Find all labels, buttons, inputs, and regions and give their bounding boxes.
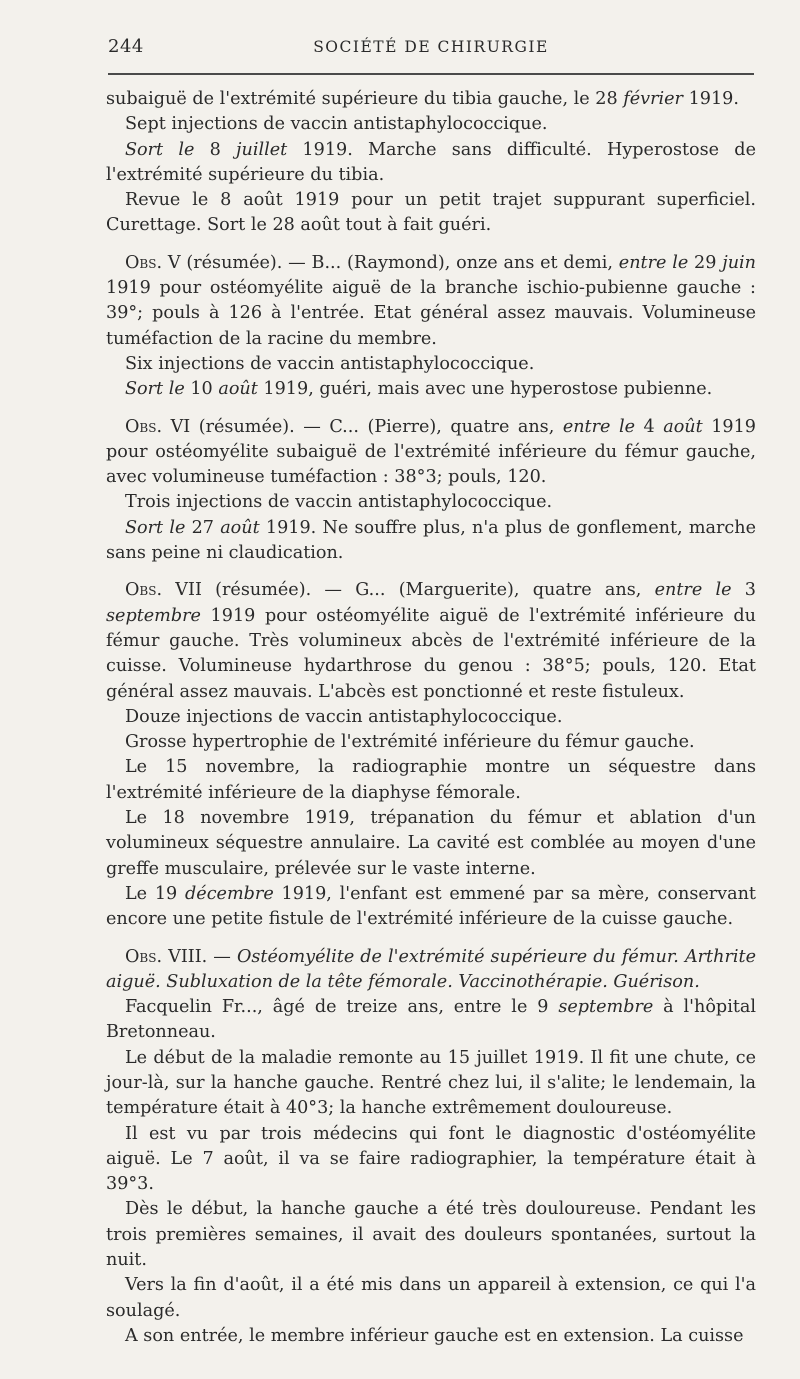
paragraph: Le 18 novembre 1919, trépanation du fémur et ablation d'un volumineux séquestre annulaire. La cavité est comblée au moyen d'une greffe musculaire, prélevée sur le vaste interne.: [106, 808, 756, 879]
observation-5: Obs. V (résumée). — B... (Raymond), onze ans et demi, entre le 29 juin 1919 pour ostéomyélite aiguë de la branche ischio-pubienne gauche : 39°; pouls à 126 à l'entrée. Etat général assez mauvais. Volumineuse tuméfaction de la racine du membre.: [106, 252, 756, 349]
paragraph: Vers la fin d'août, il a été mis dans un appareil à extension, ce qui l'a soulagé.: [106, 1275, 756, 1321]
paragraph: Le 15 novembre, la radiographie montre un séquestre dans l'extrémité inférieure de la diaphyse fémorale.: [106, 757, 756, 803]
paragraph: Sort le 27 août 1919. Ne souffre plus, n'a plus de gonflement, marche sans peine ni claudication.: [106, 517, 756, 564]
paragraph: Il est vu par trois médecins qui font le diagnostic d'ostéomyélite aiguë. Le 7 août, il va se faire radiographier, la température était à 39°3.: [106, 1123, 756, 1195]
paragraph: Six injections de vaccin antistaphylococcique.: [125, 353, 535, 374]
paragraph: Revue le 8 août 1919 pour un petit trajet suppurant superficiel. Curettage. Sort le 28 août tout à fait guéri.: [106, 190, 756, 236]
paragraph: Sort le 8 juillet 1919. Marche sans difficulté. Hyperostose de l'extrémité supérieure du tibia.: [106, 139, 756, 185]
paragraph: Le 19 décembre 1919, l'enfant est emmené par sa mère, conservant encore une petite fistule de l'extrémité inférieure de la cuisse gauche.: [106, 883, 756, 930]
header-rule: [108, 73, 754, 75]
paragraph: A son entrée, le membre inférieur gauche est en extension. La cuisse: [125, 1325, 744, 1346]
paragraph: Le début de la maladie remonte au 15 juillet 1919. Il fit une chute, ce jour-là, sur la hanche gauche. Rentré chez lui, il s'alite; le lendemain, la température était à 40°3; la hanche extrêmement douloureuse.: [106, 1047, 756, 1119]
page-header: [108, 36, 754, 60]
paragraph: Dès le début, la hanche gauche a été très douloureuse. Pendant les trois premières semaines, il avait des douleurs spontanées, surtout la nuit.: [106, 1199, 756, 1271]
page-body: [106, 87, 756, 1349]
paragraph: subaiguë de l'extrémité supérieure du tibia gauche, le 28 février 1919.: [106, 89, 739, 109]
paragraph: Facquelin Fr..., âgé de treize ans, entre le 9 septembre à l'hôpital Bretonneau.: [106, 997, 757, 1043]
running-head: SOCIÉTÉ DE CHIRURGIE: [313, 38, 549, 56]
paragraph: Sort le 10 août 1919, guéri, mais avec une hyperostose pubienne.: [125, 379, 713, 400]
paragraph: Sept injections de vaccin antistaphylococcique.: [125, 114, 548, 135]
paragraph: Douze injections de vaccin antistaphylococcique.: [125, 706, 563, 727]
observation-7: Obs. VII (résumée). — G... (Marguerite), quatre ans, entre le 3 septembre 1919 pour ostéomyélite aiguë de l'extrémité inférieure du fémur gauche. Très volumineux abcès de l'extrémité inférieure de la cuisse. Volumineuse hydarthrose du genou : 38°5; pouls, 120. Etat général assez mauvais. L'abcès est ponctionné et reste fistuleux.: [106, 580, 756, 702]
paragraph: Trois injections de vaccin antistaphylococcique.: [125, 492, 553, 513]
observation-6: Obs. VI (résumée). — C... (Pierre), quatre ans, entre le 4 août 1919 pour ostéomyélite subaiguë de l'extrémité inférieure du fémur gauche, avec volumineuse tuméfaction : 38°3; pouls, 120.: [106, 416, 756, 488]
paragraph: Grosse hypertrophie de l'extrémité inférieure du fémur gauche.: [125, 732, 695, 753]
observation-8: Obs. VIII. — Ostéomyélite de l'extrémité supérieure du fémur. Arthrite aiguë. Subluxation de la tête fémorale. Vaccinothérapie. Guérison.: [106, 946, 756, 992]
page-number: 244: [108, 36, 144, 57]
